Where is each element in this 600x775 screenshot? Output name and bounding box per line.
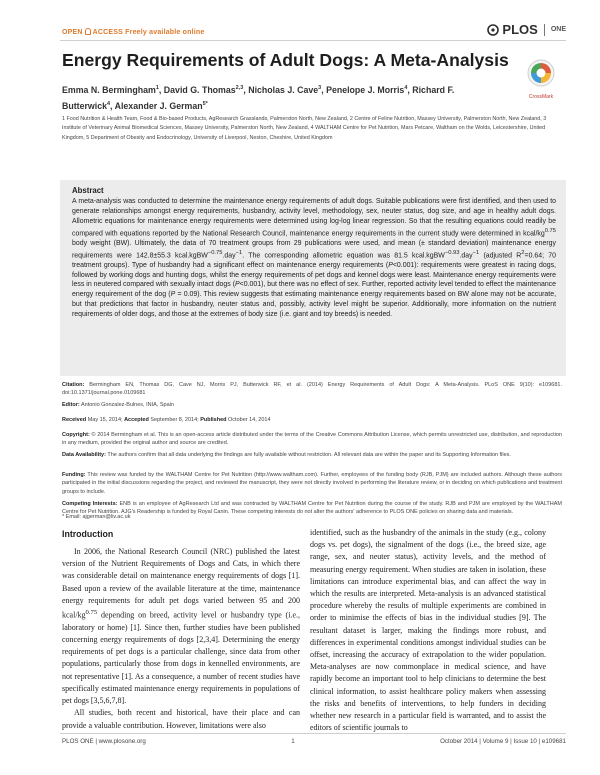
open-label: OPEN <box>62 29 83 36</box>
data-availability-block <box>62 451 562 459</box>
footer-issue: October 2014 | Volume 9 | Issue 10 | e109681 <box>440 738 566 745</box>
dates-block <box>62 416 562 424</box>
funding-text: This review was funded by the WALTHAM Centre for Pet Nutrition (http://www.waltham.com). Further, employees of the funding body (RJB, PJM) are included authors. Although these authors participated in the initial discussions regarding the project, and reviewed the manuscript, they were not directly involved in performing the literature review, or in deciding on which publications and treatment groups to include. <box>62 472 562 495</box>
abstract-box <box>60 180 566 376</box>
email-block <box>62 513 262 521</box>
footer-journal: PLOS ONE | www.plosone.org <box>62 738 146 745</box>
competing-interests-text: ENB is an employee of AgResearch Ltd and was contracted by WALTHAM Centre for Pet Nutrition during the course of the study. RJB and PJM are employed by the WALTHAM Centre for Pet Nutrition. AJG's Readership is funded by Royal Canin. These competing interests do not alter the authors' adherence to PLOS ONE policies on sharing data and materials. <box>62 501 562 516</box>
plos-logo-icon <box>487 24 499 36</box>
data-availability-text: The authors confirm that all data underlying the findings are fully available without restriction. All relevant data are within the paper and its Supporting Information files. <box>107 452 511 458</box>
citation-text: Bermingham EN, Thomas DG, Cave NJ, Morris PJ, Butterwick RF, et al. (2014) Energy Requirements of Adult Dogs: A Meta-Analysis. PLoS ONE 9(10): e109681. doi:10.1371/journal.pone.0109681 <box>62 382 562 397</box>
corresponding-email[interactable]: * Email: ajgerman@liv.ac.uk <box>62 514 131 520</box>
page-number: 1 <box>291 738 295 745</box>
editor-text: Antonio Gonzalez-Bulnes, INIA, Spain <box>80 402 174 408</box>
plos-one-logo <box>487 22 566 37</box>
freely-available-label: Freely available online <box>125 29 205 36</box>
editor-block <box>62 401 562 409</box>
intro-paragraph-continued: identified, such as the husbandry of the animals in the study (e.g., colony dogs vs. pet dogs), the signalment of the dogs (i.e., the breed size, age range, sex, and neuter status), activity levels, and the method of measuring energy requirement. When studies are taken in isolation, these limitations can introduce experimental bias, and can affect the way in which the results are interpreted. Meta-analysis is an advanced statistical procedure whereby the results of multiple experiments are combined in order to minimise the effects of bias in the individual studies [9]. The resultant dataset is larger, making the findings more robust, and differences in experimental conditions amongst individual studies can be offset, increasing the accuracy of extrapolation to the wider population. Meta-analyses are now commonplace in medical science, and have rapidly become an important tool to help clinicians to determine the best clinical information, to assist healthcare policy makers when assessing the risks and benefits of interventions, to help funders in deciding whether new research in a particular field is warranted, and to assist the editors of scientific journals to <box>310 528 546 733</box>
copyright-text: © 2014 Bermingham et al. This is an open-access article distributed under the terms of the Creative Commons Attribution License, which permits unrestricted use, distribution, and reproduction in any medium, provided the original author and source are credited. <box>62 432 562 447</box>
crossmark-icon <box>526 58 556 88</box>
plos-wordmark: PLOS <box>502 22 538 37</box>
citation-block <box>62 381 562 398</box>
open-access-lock-icon <box>85 28 91 35</box>
published-label: Published <box>200 417 227 423</box>
accepted-label: Accepted <box>124 417 149 423</box>
citation-label: Citation: <box>62 382 85 388</box>
affiliations: 1 Food Nutrition & Health Team, Food & Bio-based Products, AgResearch Grasslands, Palmerston North, New Zealand, 2 Centre of Feline Nutrition, Massey University, Palmerston North, New Zealand, 3 Institute of Veterinary Animal Biomedical Sciences, Massey University, Palmerston North, New Zealand, 4 WALTHAM Centre for Pet Nutrition, Mars Petcare, Waltham on the Wolds, Leicestershire, United Kingdom, 5 Department of Obesity and Endocrinology, University of Liverpool, Neston, Cheshire, United Kingdom <box>62 116 547 141</box>
funding-label: Funding: <box>62 472 86 478</box>
copyright-label: Copyright: <box>62 432 90 438</box>
footer-rule <box>60 733 566 734</box>
logo-divider <box>544 24 545 36</box>
article-title: Energy Requirements of Adult Dogs: A Meta-Analysis <box>62 50 509 70</box>
intro-paragraph-2: All studies, both recent and historical, have their place and can provide a valuable contribution. However, limitations were also <box>62 708 300 730</box>
author-list: Emma N. Bermingham$^1$, David G. Thomas$^{2,3}$, Nicholas J. Cave$^3$, Penelope J. Morris$^4$, Richard F. Butterwick$^4$, Alexander J. German$^{5*}$ <box>62 84 455 111</box>
page-footer <box>62 738 566 745</box>
published-date: October 14, 2014 <box>228 417 271 423</box>
abstract-heading: Abstract <box>72 186 104 195</box>
body-column-right <box>310 527 546 734</box>
open-access-banner <box>62 28 204 36</box>
editor-label: Editor: <box>62 402 80 408</box>
body-column-left <box>62 546 300 732</box>
received-label: Received <box>62 417 87 423</box>
data-availability-label: Data Availability: <box>62 452 106 458</box>
header-rule <box>60 40 566 41</box>
intro-paragraph-1: In 2006, the National Research Council (NRC) published the latest version of the Nutrient Requirements of Dogs and Cats, in which there was considerable detail on maintenance energy requirements of dogs [1]. Based upon a review of the available literature at the time, maintenance energy requirements for adult pet dogs varied between 95 and 200 kcal/$kg^{0.75}$ depending on breed, activity level or husbandry type (i.e., laboratory or home) [1]. Since then, further studies have been published concerning energy requirements of dogs [2,3,4]. Determining the energy requirements of pet dogs is a particular challenge, since data from other populations, particularly those from dogs in kennelled environments, are not representative [1]. As a consequence, a number of recent studies have specifically estimated maintenance energy requirements in populations of pet dogs [3,5,6,7,8]. <box>62 547 300 706</box>
funding-block <box>62 471 562 496</box>
accepted-date: September 8, 2014; <box>150 417 199 423</box>
introduction-heading: Introduction <box>62 529 114 539</box>
abstract-text: A meta-analysis was conducted to determine the maintenance energy requirements of adult dogs. Suitable publications were first identified, and then used to generate relationships amongst energy requirements, husbandry, activity level, methodology, sex, neuter status, dog size, and age in healthy adult dogs. Allometric equations for maintenance energy requirements were determined using log-log linear regression. So that the resulting equations could readily be compared with equations reported by the National Research Council, maintenance energy requirements in the current study were determined in kcal/$kg^{0.75}$ body weight (BW). Ultimately, the data of 70 treatment groups from 29 publications were used, and mean (± standard deviation) maintenance energy requirements were 142.8±55.3 kcal.kgBW$^{-0.75}$.day$^{-1}$. The corresponding allometric equation was 81.5 kcal.kgBW$^{-0.93}$.day$^{-1}$ (adjusted $R^2=0.64$; 70 treatment groups). Type of husbandry had a significant effect on maintenance energy requirements (P<0.001): requirements were greatest in racing dogs, followed by working dogs and hunting dogs, whilst the energy requirements of pet dogs and kennel dogs were least. Maintenance energy requirements were less in neutered compared with sexually intact dogs (P<0.001), but there was no effect of sex. Further, reported activity level tended to effect the maintenance energy requirement of the dog (P = 0.09). This review suggests that estimating maintenance energy requirements based on BW alone may not be accurate, but that predictions that factor in husbandry, neuter status and, possibly, activity level might be superior. Additionally, more information on the nutrient requirements of older dogs, and those at the extremes of body size (i.e. giant and toy breeds) is needed. <box>72 198 557 318</box>
copyright-block <box>62 431 562 448</box>
one-wordmark: ONE <box>550 26 566 33</box>
crossmark-label: CrossMark <box>528 94 554 100</box>
received-date: May 15, 2014; <box>87 417 123 423</box>
competing-interests-label: Competing Interests: <box>62 501 118 507</box>
crossmark-badge[interactable] <box>522 58 560 100</box>
access-label: ACCESS <box>92 29 124 36</box>
